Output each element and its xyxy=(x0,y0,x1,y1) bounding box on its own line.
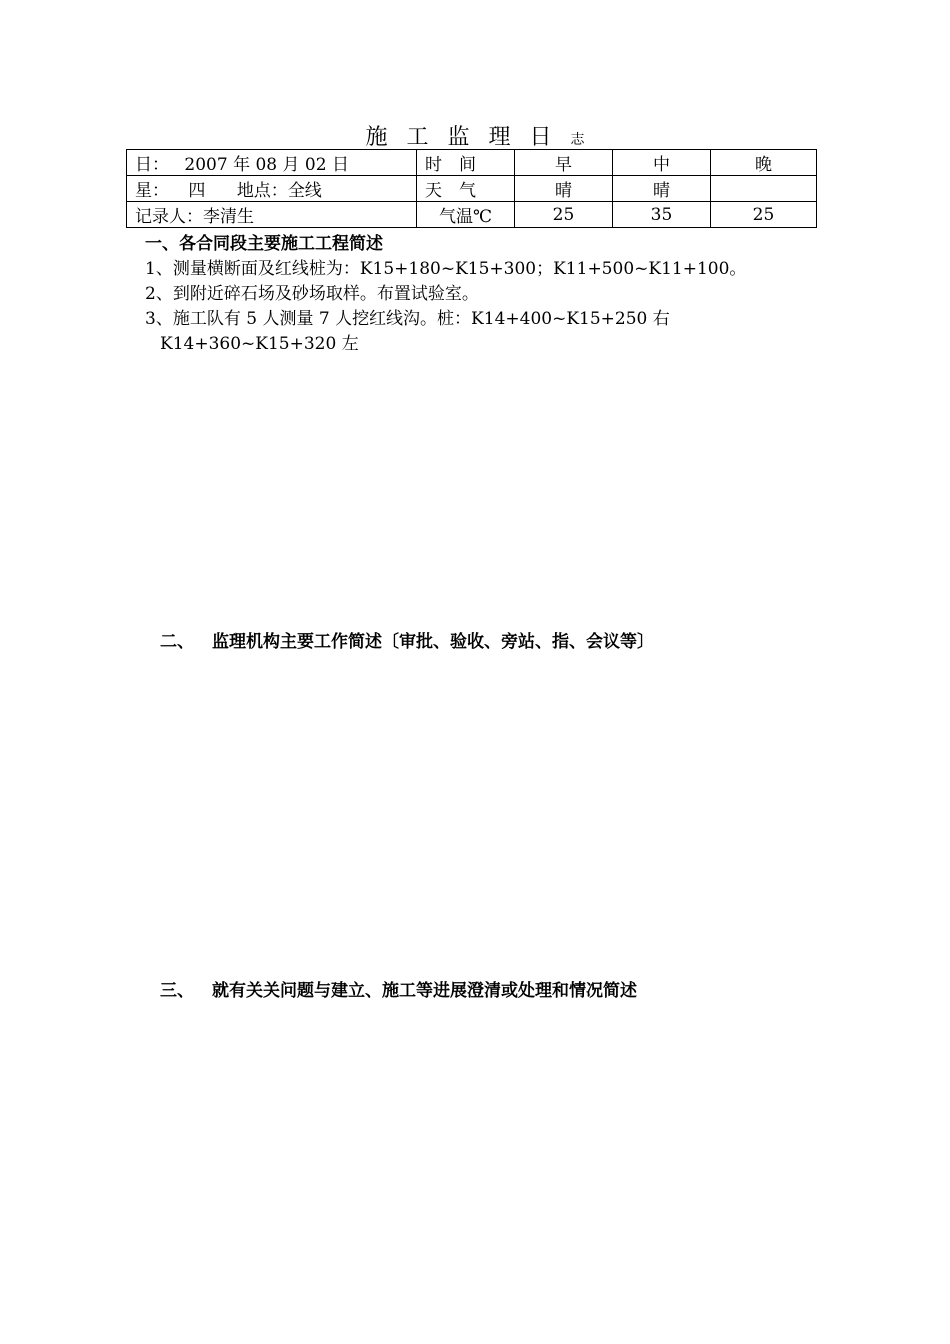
section1-item-4: K14+360~K15+320 左 xyxy=(160,334,359,354)
table-row xyxy=(127,202,817,228)
section2-title: 监理机构主要工作简述〔审批、验收、旁站、指、会议等〕 xyxy=(212,632,654,652)
section1-title: 一、各合同段主要施工工程简述 xyxy=(145,234,383,254)
evening-header: 晚 xyxy=(711,150,817,176)
table-row xyxy=(127,176,817,202)
morning-header: 早 xyxy=(515,150,613,176)
weather-label: 天 气 xyxy=(417,176,515,202)
weekday-location-cell xyxy=(127,176,417,202)
temp-label: 气温℃ xyxy=(417,202,515,228)
section1-item-3: 3、施工队有 5 人测量 7 人挖红线沟。桩：K14+400~K15+250 右 xyxy=(145,309,670,329)
recorder-cell xyxy=(127,202,417,228)
weather-evening xyxy=(711,176,817,202)
location-label: 地点： xyxy=(236,181,288,201)
weather-morning: 晴 xyxy=(515,176,613,202)
time-label: 时 间 xyxy=(417,150,515,176)
weekday-value: 四 xyxy=(188,181,206,201)
section1-item-2: 2、到附近碎石场及砂场取样。布置试验室。 xyxy=(145,284,479,304)
title-main: 施 工 监 理 日 xyxy=(365,125,558,150)
temp-noon: 35 xyxy=(613,202,711,228)
section3-number: 三、 xyxy=(160,981,194,1001)
header-table xyxy=(126,149,817,228)
document-title xyxy=(0,120,950,151)
date-value: 2007 年 08 月 02 日 xyxy=(184,155,349,175)
section1-item-1: 1、测量横断面及红线桩为：K15+180~K15+300；K11+500~K11+100。 xyxy=(145,259,747,279)
table-row xyxy=(127,150,817,176)
section2-heading xyxy=(160,627,654,652)
temp-evening: 25 xyxy=(711,202,817,228)
recorder-value: 李清生 xyxy=(203,207,254,227)
title-small: 志 xyxy=(570,132,585,148)
date-cell xyxy=(127,150,417,176)
location-value: 全线 xyxy=(287,181,322,201)
section3-heading xyxy=(160,976,637,1001)
weekday-label: 星： xyxy=(135,181,169,201)
noon-header: 中 xyxy=(613,150,711,176)
section3-title: 就有关关问题与建立、施工等进展澄清或处理和情况简述 xyxy=(212,981,637,1001)
section2-number: 二、 xyxy=(160,632,194,652)
date-label: 日： xyxy=(135,155,169,175)
weather-noon: 晴 xyxy=(613,176,711,202)
recorder-label: 记录人： xyxy=(135,207,203,227)
temp-morning: 25 xyxy=(515,202,613,228)
